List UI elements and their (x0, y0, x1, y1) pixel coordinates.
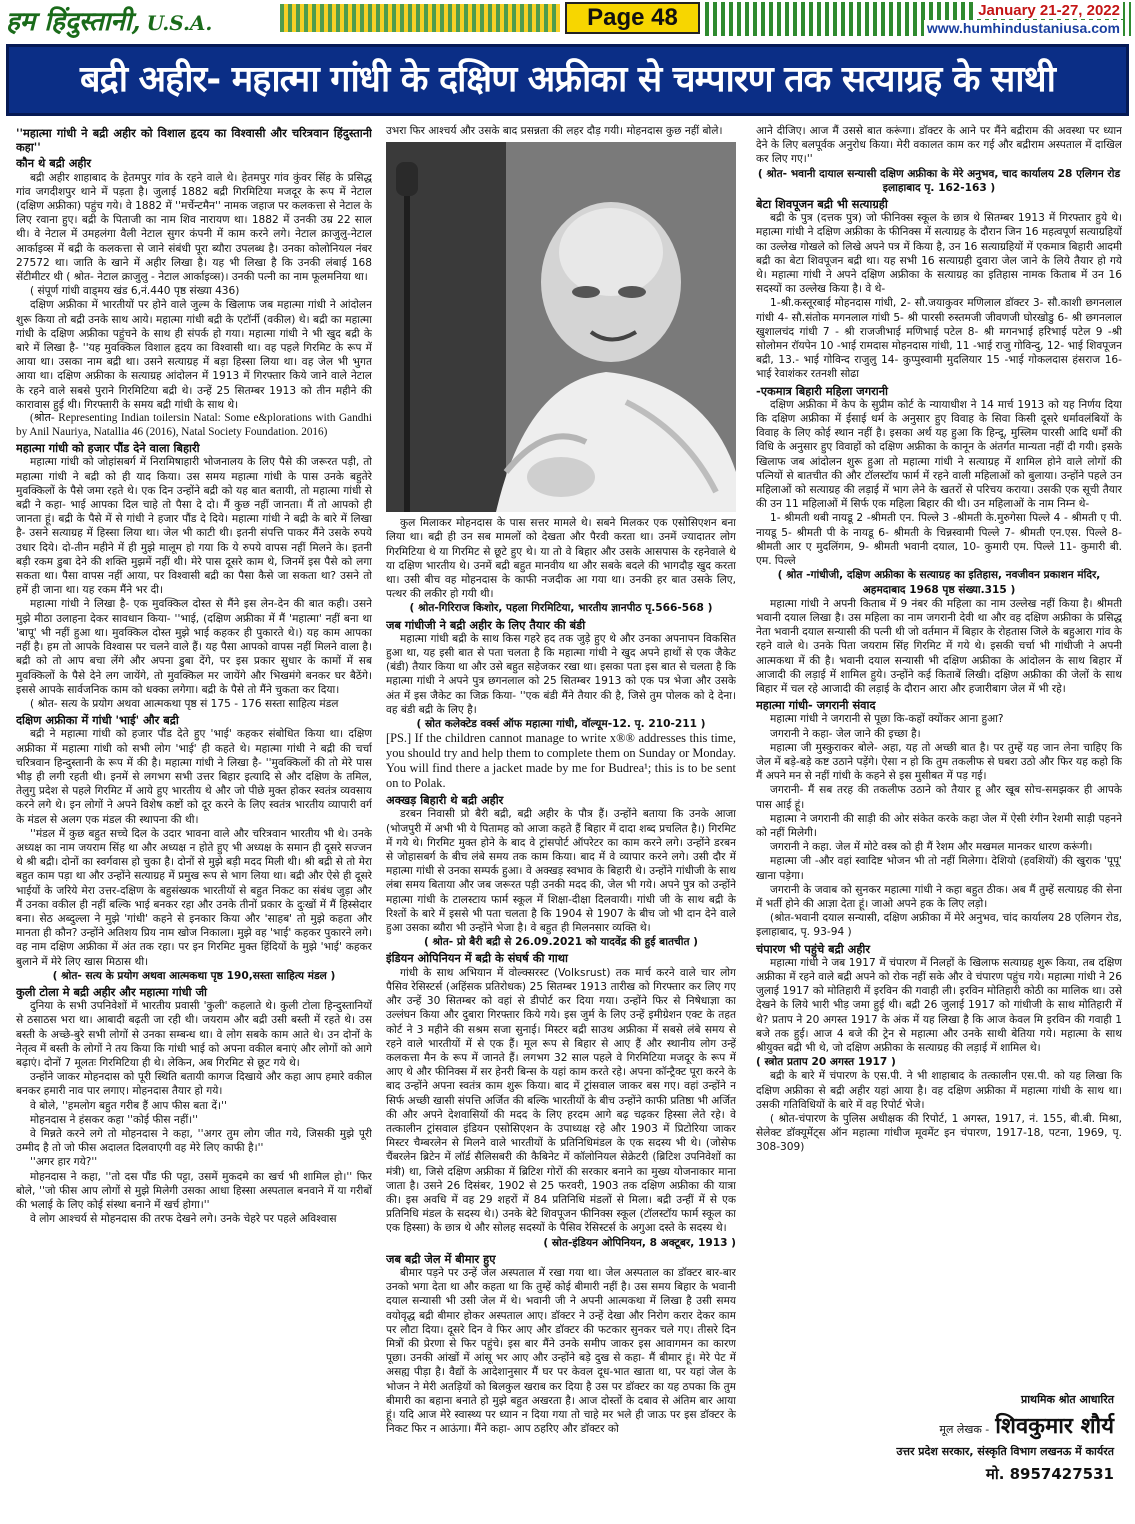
paragraph: उभरा फिर आश्चर्य और उसके बाद प्रसन्नता की लहर दौड़ गयी। मोहनदास कुछ नहीं बोले। (386, 125, 723, 137)
reference: ( श्रोत-गिरिराज किशोर, पहला गिरमिटिया, भारतीय ज्ञानपीठ पृ.566-568 ) (409, 602, 713, 615)
paragraph: महात्मा गांधी बद्री के साथ किस गहरे हद तक जुड़े हुए थे और उनका अपनापन विकसित हुआ था, यह इसी बात से पता चलता है कि महात्मा गांधी ने खुद अपने हाथों से एक जैकेट (बंडी) तैयार किया था और उसे बहुत सहेजकर रखा था। इसका पता इस बात से चलता है कि महात्मा गांधी ने अपने पुत्र छगनलाल को 25 सितम्बर 1913 को एक पत्र भेजा और उसके अंत में इस जैकेट का जिक्र किया- ''एक बंडी मैंने तैयार की है, जिसे तुम पोलक को दे देना। वह बंडी बद्री के लिए है। (386, 632, 736, 716)
reference: ( श्रोत-चंपारण के पुलिस अधीक्षक की रिपोर्ट, 1 अगस्त, 1917, नं. 155, बी.बी. मिश्रा, सेलेक्ट डॉक्यूमेंट्स ऑन महात्मा गांधीज मूवमेंट इन चंपारण, 1917-18, पटना, 1969, पृ. 308-309) (756, 1113, 1122, 1154)
subheading: बेटा शिवपूजन बद्री भी सत्याग्रही (756, 197, 888, 212)
paragraph: दुनिया के सभी उपनिवेशों में भारतीय प्रवासी 'कुली' कहलाते थे। कुली टोला हिन्दुस्तानियों से ठसाठस भरा था। आबादी बढ़ती जा रही थी। जयराम और बद्री उसी बस्ती में रहते थे। उस बस्ती के अच्छे-बुरे सभी लोगों से उनका सम्बन्ध था। वे लोग सबके काम आते थे। उन दोनों के नेतृत्व में बस्ती के लोगों ने तय किया कि गांधी भाई को अपना वकील बनाएं और लोगों को आगे बढ़ाएं। दोनों 7 मूलतः गिरमिटिया ही थे। लेकिन, अब गिरमिट से छूट गये थे। (16, 1000, 372, 1069)
source-basis: प्राथमिक श्रोत आधारित (1020, 1393, 1114, 1406)
article-headline: बद्री अहीर- महात्मा गांधी के दक्षिण अफ्रीका से चम्पारण तक सत्याग्रह के साथी (80, 59, 1055, 100)
subheading: -एकमात्र बिहारी महिला जगरानी (756, 383, 889, 398)
paragraph: ''अगर हार गये?'' (30, 1156, 98, 1169)
paragraph: दक्षिण अफ्रीका में भारतीयों पर होने वाले जुल्म के खिलाफ जब महात्मा गांधी ने आंदोलन शुरू किया तो बद्री उनके साथ आये। महात्मा गांधी बद्री के एटॉर्नी (वकील) थे। बद्री का महात्मा गांधी के दक्षिण अफ्रीका पहुंचने के साथ ही संपर्क हो गया। महात्मा गांधी ने भी खुद बद्री के बारे में लिखा है- ''यह मुवक्किल विशाल हृदय का विश्वासी था। वह पहले गिरमिट के रूप में आया था। उसका नाम बद्री था। उसने सत्याग्रह में बड़ा हिस्सा लिया था। वह जेल भी भुगत आया था। दक्षिण अफ्रीका के सत्याग्रह आंदोलन में 1913 में गिरफ्तार किये जाने वाले नेटाल के रहने वाले सबसे पुराने गिरमिटिया बद्री थे। उन्हें 25 सितम्बर 1913 को तीन महीने की कारावास हुई थी। गिरफ्तारी के समय बद्री गांधी के साथ थे। (16, 299, 372, 411)
english-excerpt: [PS.] If the children cannot manage to write x®® addresses this time, you should try and help them to complete them on Sunday or Monday. You will find there a jacket made by me for Budrea¹; this is to be sent on to Polak. (386, 731, 736, 791)
reference: ( श्रोत- सत्य के प्रयोग अथवा आत्मकथा पृष्ठ सं 175 - 176 सस्ता साहित्य मंडल (30, 697, 339, 710)
author-byline (756, 1390, 1122, 1520)
headline-band (6, 44, 1129, 116)
author-label: मूल लेखक - (939, 1423, 990, 1436)
newspaper-name: हम हिंदुस्तानी, U.S.A. (6, 7, 213, 37)
paragraph: जगरानी के जवाब को सुनकर महात्मा गांधी ने कहा बहुत ठीक। अब मैं तुम्हें सत्याग्रह की सेना में भर्ती होने की आज्ञा देता हूं। जाओ अपने हक के लिए लड़ो। (756, 883, 1122, 910)
paragraph: जगरानी ने कहा- जेल जाने की इच्छा है। (770, 727, 921, 740)
subheading: महात्मा गांधी को हजार पौंड देने वाला बिहारी (16, 441, 200, 456)
subheading: जब बद्री जेल में बीमार हुए (386, 1251, 496, 1266)
gandhi-photo (386, 142, 736, 512)
subheading: अक्खड़ बिहारी थे बद्री अहीर (386, 793, 504, 808)
reference: ( श्रोत- सत्य के प्रयोग अथवा आत्मकथा पृष्ठ 190,सस्ता साहित्य मंडल ) (52, 969, 336, 982)
article-column-1 (16, 124, 372, 1520)
author-organization: उत्तर प्रदेश सरकार, संस्कृति विभाग लखनऊ में कार्यरत (896, 1445, 1114, 1458)
paragraph: बीमार पड़ने पर उन्हें जेल अस्पताल में रखा गया था। जेल अस्पताल का डॉक्टर बार-बार उनको भगा देता था और कहता था कि तुम्हें कोई बीमारी नहीं है। उस समय बिहार के भवानी दयाल सन्यासी भी उसी जेल में थे। भवानी जी ने अपनी आत्मकथा में लिखा है उसी समय वयोवृद्ध बद्री बीमार होकर अस्पताल आए। डॉक्टर ने उन्हें देखा और निरोग करार देकर काम पर लौटा दिया। दूसरे दिन वे फिर आए और डॉक्टर की फटकार सुनकर चले गए। तीसरे दिन मित्रों की प्रेरणा से फिर पहुंचे। इस बार मैंने उनके समीप जाकर इस आवागमन का कारण पूछा। उनकी आंखों में आंसू भर आए और उन्होंने बड़े दुख से कहा- मैं बीमार हूं। मेरे पेट में असह्य पीड़ा है। वैद्यों के आदेशानुसार मैं घर पर केवल दूध-भात खाता था, पर यहां जेल के भोजन ने मेरी अतड़ियों को बिलकुल खराब कर दिया है उस पर डॉक्टर का यह ठपका कि तुम बीमारी का बहाना बनाते हो मुझे बहुत अखरता है। आज दोस्तों के दबाव से अंतिम बार आया हूं। यदि आज मेरे स्वास्थ्य पर ध्यान न दिया गया तो चाहे मर भले ही जाऊ पर इस डॉक्टर के निकट फिर न आऊंगा। मैंने कहा- आप ठहरिए और डॉक्टर को (386, 1266, 736, 1436)
gandhi-photo-illustration (386, 142, 736, 512)
paragraph: महात्मा जी मुस्कुराकर बोले- अहा, यह तो अच्छी बात है। पर तुम्हें यह जान लेना चाहिए कि जेल में बड़े-बड़े कष्ट उठाने पड़ेंगे। ऐसा न हो कि तुम तकलीफ से घबरा उठो और फिर यह कहो कि मैं अपने मन से नहीं गांधी के कहने से इस मुसीबत में पड़ गई। (756, 741, 1122, 783)
paragraph: उन्होंने जाकर मोहनदास को पूरी स्थिति बतायी कागज दिखाये और कहा आप हमारे वकील बनकर हमारी नाव पार लगाए। मोहनदास तैयार हो गये। (16, 1071, 372, 1098)
paragraph: महात्मा ने जगरानी की साड़ी की ओर संकेत करके कहा जेल में ऐसी रंगीन रेशमी साड़ी पहनने को नहीं मिलेगी। (756, 812, 1122, 839)
newspaper-region: U.S.A. (146, 11, 213, 35)
paragraph: महात्मा गांधी ने जब 1917 में चंपारण में निलहों के खिलाफ सत्याग्रह शुरू किया, तब दक्षिण अफ्रीका में रहने वाले बद्री अपने को रोक नहीं सके और वे चंपारण पहुंच गये। महात्मा गांधी ने 26 जुलाई 1917 को मोतिहारी में इरविन की गवाही ली। इरविन मोतिहारी कोठी का मालिक था। उसे देखने के लिये भारी भीड़ जमा हुई थी। बद्री 26 जुलाई 1917 को गांधीजी के साथ मोतिहारी में थे? प्रताप ने 20 अगस्त 1917 के अंक में यह लिखा है कि आज केवल मि इरविन की गवाही 1 बजे तक हुई। आज 4 बजे की ट्रेन से महात्मा और उनके साथी बेतिया गये। महात्मा के साथ श्रीयुक्त बद्री भी थे, जो दक्षिण अफ्रीका के सत्याग्रह की लड़ाई में शामिल थे। (756, 956, 1122, 1054)
author-line (939, 1410, 1114, 1440)
paragraph: मोहनदास ने कहा, ''तो दस पौंड फी पट्टा, उसमें मुकदमे का खर्च भी शामिल हो।'' फिर बोले, ''जो फीस आप लोगों से मुझे मिलेगी उसका आधा हिस्सा अस्पताल बनवाने में या गरीबों की भलाई के लिए कोई संस्था बनाने में खर्च होगा।'' (16, 1170, 372, 1212)
page-number-box (565, 2, 700, 34)
paragraph: बद्री के बारे में चंपारण के एस.पी. ने भी शाहाबाद के तत्कालीन एस.पी. को यह लिखा कि दक्षिण अफ्रीका से बद्री अहीर यहां आया है। वह दक्षिण अफ्रीका में महात्मा गांधी के साथ था। उसकी गतिविधियों के बारे में वह रिपोर्ट भेजे। (756, 1070, 1122, 1111)
reference: ( श्रोत- प्रो बैरी बद्री से 26.09.2021 को यादवेंद्र की हुई बातचीत ) (423, 936, 699, 949)
paragraph: वे बोले, ''हमलोग बहुत गरीब हैं आप फीस बता दें।'' (30, 1099, 227, 1112)
subheading: कौन थे बद्री अहीर (16, 156, 92, 171)
paragraph: वे लोग आश्चर्य से मोहनदास की तरफ देखने लगे। उनके चेहरे पर पहले अविश्वास (30, 1213, 337, 1226)
subheading: जब गांधीजी ने बद्री अहीर के लिए तैयार की बंडी (386, 617, 586, 632)
reference: ( श्रोत -गांधीजी, दक्षिण अफ्रीका के सत्याग्रह का इतिहास, नवजीवन प्रकाशन मंदिर, अहमदाबाद 1968 पृष्ठ संख्या.315 ) (777, 569, 1101, 596)
paragraph: महात्मा गांधी ने अपनी किताब में 9 नंबर की महिला का नाम उल्लेख नहीं किया है। श्रीमती भवानी दयाल लिखा है। उस महिला का नाम जगरानी देवी था और वह दक्षिण अफ्रीका के प्रसिद्ध नेता भवानी दयाल सन्यासी की पत्नी थी जो वर्तमान में बिहार के रोहतास जिले के बहुआरा गांव के रहने वाले थे। उनके पिता जयराम सिंह गिरमिट में गये थे। इसकी चर्चा भी गांधीजी ने अपनी आत्मकथा में की है। भवानी दयाल सन्यासी भी दक्षिण अफ्रीका के आंदोलन के साथ बिहार में आजादी की लड़ाई में शामिल हुये। उन्होंने कई किताबें लिखी। दक्षिण अफ्रीका की जेलों के साथ बिहार में चल रहे आजादी की लड़ाई के दौरान आरा और हजारीबाग जेल में भी रहे। (756, 597, 1122, 695)
masthead (0, 0, 1135, 40)
paragraph: बद्री अहीर शाहाबाद के हेतमपुर गांव के रहने वाले थे। हेतमपुर गांव कुंवर सिंह के प्रसिद्ध गांव जगदीशपुर थाने में पड़ता है। जुलाई 1882 बद्री गिरमिटिया मजदूर के रूप में नेटाल (दक्षिण अफ्रीका) पहुंच गये। वे 1882 में ''मर्चेन्टमैन'' नामक जहाज पर कलकत्ता से नेटाल के लिए रवाना हुए। बद्री के पिताजी का नाम शिव नारायण था। 1882 में उनकी उम्र 22 साल थी। वे नेटाल में उमहलंगा वैली नेटाल सुगर कंपनी में काम करने लगे। नेटाल क्राजुलु-नेटाल आर्काइव्स में बद्री के कलकत्ता से जाने संबंधी पूरा ब्यौरा उपलब्ध है। उनका कोलोनियल नंबर 27572 था। जाति के खाने में अहीर लिखा है। यह भी लिखा है कि उनकी लंबाई 168 सेंटीमीटर थी ( श्रोत- नेटाल क्राजुलु - नेटाल आर्काइव्स)। उनकी पत्नी का नाम फूलमनिया था। (16, 171, 372, 284)
reference: ( स्रोत कलेक्टेड वर्क्स ऑफ महात्मा गांधी, वॉल्यूम-12. पृ. 210-211 ) (416, 718, 706, 731)
paragraph: डरबन निवासी प्रो बैरी बद्री, बद्री अहीर के पौत्र हैं। उन्होंने बताया कि उनके आजा (भोजपुरी में अभी भी ये पितामह को आजा कहते हैं बिहार में दादा शब्द प्रचलित है।) गिरमिट में गये थे। गिरमिट मुक्त होने के बाद वे ट्रांसपोर्ट ऑपरेटर का काम करने लगे। उन्होंने डरबन से जोहासबर्ग के बीच लंबे समय तक काम किया। बाद में वे व्यापार करने लगे। उसी दौर में महात्मा गांधी से उनका सम्पर्क हुआ। वे अक्खड़ स्वभाव के बिहारी थे। उन्होंने गांधीजी के साथ लंबा समय बिताया और जब जरूरत पड़ी उनकी मदद की, जेल भी गये। अपने पुत्र को उन्होंने महात्मा गांधी के टालस्टाय फार्म स्कूल में शिक्षा-दीक्षा दिलवायी। गांधी जी के साथ बद्री के रिश्तों के बारे में इससे भी पता चलता है कि 1904 से 1907 के बीच जो भी दान देने वाले हुआ उसका ब्यौरा भी उन्होंने भेजा है। वे बहुत ही मिलनसार व्यक्ति थे। (386, 808, 736, 935)
paragraph: दक्षिण अफ्रीका में केप के सुप्रीम कोर्ट के न्यायाधीश ने 14 मार्च 1913 को यह निर्णय दिया कि दक्षिण अफ्रीका में ईसाई धर्म के अनुसार हुए विवाह के सिवा किसी दूसरे धर्मावलंबियों के विवाह के लिए कोई स्थान नहीं है। इसका अर्थ यह हुआ कि हिन्दू, मुस्लिम पारसी आदि धर्मों की विधि के अनुसार हुए विवाहों को दक्षिण अफ्रीका के कानून के अंतर्गत मान्यता नहीं दी गयी। इसके खिलाफ जब आंदोलन शुरू हुआ तो महात्मा गांधी ने सत्याग्रह में शामिल होने वाले लोगों की पत्नियों से बातचीत की और टॉलस्टॉय फार्म में रहने वाली महिलाओं को बुलाया। उन्होंने पहले उन महिलाओं को सत्याग्रह की लड़ाई में भाग लेने के खतरों से परिचय कराया। उसकी एक सूची तैयार की उन 11 महिलाओं में सिर्फ एक महिला बिहार की थी। उन महिलाओं के नाम निम्न थे- (756, 398, 1122, 511)
masthead-right (705, 2, 1131, 36)
paragraph: महात्मा गांधी ने जगरानी से पूछा कि-कहों क्योंकर आना हुआ? (770, 713, 1004, 726)
subheading: चंपारण भी पहुंचे बद्री अहीर (756, 941, 870, 956)
reference: (श्रोत-भवानी दयाल सन्यासी, दक्षिण अफ्रीका में मेरे अनुभव, चांद कार्यालय 28 एलिगन रोड, इलाहाबाद, पृ. 93-94 ) (756, 912, 1122, 939)
reference: ( स्रोत-इंडियन ओपिनियन, 8 अक्टूबर, 1913 ) (543, 1236, 736, 1249)
paragraph: मोहनदास ने हंसकर कहा ''कोई फीस नहीं।'' (30, 1113, 199, 1126)
article-column-3 (756, 124, 1122, 1386)
paragraph: जगरानी ने कहा. जेल में मोटे वस्त्र को ही मैं रेशम और मखमल मानकर धारण करूंगी। (770, 841, 1093, 854)
paragraph: महात्मा जी -और वहां स्वादिष्ट भोजन भी तो नहीं मिलेगा। देशियो (हवशियों) की खुराक 'पूपू' खाना पड़ेगा। (756, 855, 1122, 882)
paragraph: महात्मा गांधी को जोहांसबर्ग में निरामिषाहारी भोजनालय के लिए पैसे की जरूरत पड़ी, तो महात्मा गांधी ने बद्री को ही याद किया। उस समय महात्मा गांधी के पास उनके बहुतेरे मुवक्किलों के पैसे जमा रहते थे। एक दिन उन्होंने बद्री को यह बात बतायी, तो महात्मा गांधी से बद्री ने कहा- भाई आपका दिल चाहे तो पैसा दे दो। मैं कुछ नहीं जानता। मैं तो आपको ही जानता हूं। बद्री के पैसे में से गांधी ने हजार पौंड दे दिये। महात्मा गांधी ने बद्री के बारे में लिखा है- उसने सत्याग्रह में हिस्सा लिया था। जेल भी काटी थी। इतनी संपत्ति पाकर मैंने उसके रुपये उधार दिये। दो-तीन महीने में ही मुझे मालूम हो गया कि ये रुपये वापस नहीं मिलने के। इतनी बड़ी रकम डुबा देने की शक्ति मुझमें नहीं थी। मेरे पास दूसरे काम थे, जिनमें इस पैसे को लगा सकता था। पैसा वापस नहीं आया, पर विश्वासी बद्री का पैसा कैसे जा सकता था? उसने तो हमें ही जाना था। यह रकम मैंने भर दी। (16, 456, 372, 597)
paragraph: 1- श्रीमती थबी नायडू 2 -श्रीमती एन. पिल्ले 3 -श्रीमती के.मुरुगेसा पिल्ले 4 - श्रीमती ए पी. नायडू 5- श्रीमती पी के नायडू 6- श्रीमती के चिन्नस्वामी पिल्ले 7- श्रीमती एन.एस. पिल्ले 8- श्रीमती आर ए मुदलिंगम, 9- श्रीमती भवानी दयाल, 10- कुमारी एम. पिल्ले 11- कुमारी बी. एम. पिल्ले (756, 512, 1122, 568)
reference: (श्रोत- Representing Indian toilersin Natal: Some e&plorations with Gandhi by Anil Nauriya, Natallia 46 (2016), Natal Society Foundation. 2016) (16, 412, 372, 438)
reference: ( स्त्रोत प्रताप 20 अगस्त 1917 ) (756, 1056, 896, 1069)
paragraph: जगरानी- मैं सब तरह की तकलीफ उठाने को तैयार हू और खूब सोच-समझकर ही आपके पास आई हूं। (756, 784, 1122, 811)
paragraph: कुल मिलाकर मोहनदास के पास सत्तर मामले थे। सबने मिलकर एक एसोसिएशन बना लिया था। बद्री ही उन सब मामलों को देखता और पैरवी करता था। उनमें ज्यादातर लोग गिरमिटिया थे या गिरमिट से छूटे हुए थे। या तो वे बिहार और उसके आसपास के रहनेवाले थे या दक्षिण भारतीय थे। उनमें बद्री बहुत मानवीय था और सबके बदले की भागदौड़ खुद करता था। उसी बीच वह मोहनदास के काफी नजदीक आ गया था। उनकी हर बात उसके लिए, पत्थर की लकीर हो गयी थी। (386, 517, 736, 601)
reference: ( संपूर्ण गांधी वाड्मय खंड 6,नं.440 पृष्ठ संख्या 436) (30, 285, 240, 298)
article-column-2 (386, 124, 736, 1520)
paragraph: ''मंडल में कुछ बहुत सच्चे दिल के उदार भावना वाले और चरित्रवान भारतीय भी थे। उनके अध्यक्ष का नाम जयराम सिंह था और अध्यक्ष न होते हुए भी अध्यक्ष के समान ही दूसरे सज्जन थे श्री बद्री। दोनों का स्वर्गवास हो चुका है। दोनों से मुझे बड़ी मदद मिली थी। श्री बद्री से तो मेरा बहुत काम पड़ा था और उन्होंने सत्याग्रह में प्रमुख रूप से भाग लिया था। बद्री और ऐसे ही दूसरे भाईयों के जरिये मेरा उत्तर-दक्षिण के बहुसंख्यक भारतीयों से बहुत निकट का संबंध जुड़ा और मैं उनका वकील ही नहीं बल्कि भाई बनकर रहा और उनके तीनों प्रकार के दुःखों में मैं हिस्सेदार बना। सेठ अब्दुल्ला ने मुझे 'गांधी' कहने से इनकार किया और 'साहब' तो मुझे कहता और मानता ही कौन? उन्होंने अतिशय प्रिय नाम खोज निकाला। मुझे वह 'भाई' कहकर पुकारने लगे। वह नाम दक्षिण अफ्रीका में अंत तक रहा। पर इन गिरमिट मुक्त हिंदियों के मुझे 'भाई' कहकर बुलाने में मेरे लिए खास मिठास थी। (16, 827, 372, 968)
paragraph: गांधी के साथ अभियान में वोल्क्सरस्ट (Volksrust) तक मार्च करने वाले चार लोग पैसिव रेसिस्टर्स (अहिंसक प्रतिरोधक) 25 सितम्बर 1913 तारीख को गिरफ्तार कर लिए गए और उन्हें 30 सितम्बर को वहां से डीपोर्ट कर दिया गया। उन्होंने फिर से निषेधाज्ञा का उल्लंघन किया और दुबारा गिरफ्तार किये गये। इस जुर्म के लिए उन्हें इमीग्रेशन एक्ट के तहत कोर्ट ने 3 महीने की सश्रम सजा सुनाई। मिस्टर बद्री साउथ अफ्रीका में सबसे लंबे समय से रहने वाले भारतीयों में से एक हैं। मूल रूप से बिहार से आए हैं और स्थानीय लोग उन्हें कलकत्ता मैन के रूप में जानते हैं। लगभग 32 साल पहले वे गिरमिटिया मजदूर के रूप में आए थे और फीनिक्स में सर हेनरी बिन्स के यहां काम करते रहे। अपना कॉन्ट्रैक्ट पूरा करने के बाद उन्होंने अपना स्वतंत्र काम शुरू किया। बाद में ट्रांसवाल जाकर बस गए। वहां उन्होंने न सिर्फ अच्छी खासी संपत्ति अर्जित की बल्कि भारतीयों के बीच उन्होंने काफी प्रतिष्ठा भी अर्जित की और अपने देशवासियों की मदद के लिए हरदम आगे बढ़ चढ़कर हिस्सा लेते रहे। वे तत्कालीन ट्रांसवाल इंडियन एसोसिएशन के उपाध्यक्ष रहे और 1903 में प्रिटोरिया जाकर मिस्टर चैम्बरलेन से मिलने वाले भारतीयों के प्रतिनिधिमंडल के एक सदस्य भी थे। (जोसेफ चैंबरलेन ब्रिटेन में लॉर्ड सैलिसबरी की कैबिनेट में कॉलोनियल सेक्रेटरी (ब्रिटिश उपनिवेशों का मंत्री) था, जिसे दक्षिण अफ्रीका में ब्रिटिश गोरों की सरकार बनाने का मुख्य योजनाकार माना जाता है। उसने 26 दिसंबर, 1902 से 25 फरवरी, 1903 तक दक्षिण अफ्रीका की यात्रा की। इस अवधि में वह 29 शहरों में 84 प्रतिनिधि मंडलों से मिला। बद्री उन्हीं में से एक प्रतिनिधि मंडल के सदस्य थे।) उनके बेटे शिवपूजन फीनिक्स स्कूल (टॉलस्टॉय फार्म स्कूल का एक हिस्सा) के छात्र थे और सोलह सदस्यों के पैसिव रेसिस्टर्स के अगुआ दस्ते के सदस्य थे। (386, 966, 736, 1235)
subheading: महात्मा गांधी- जगरानी संवाद (756, 698, 876, 713)
paragraph: बद्री के पुत्र (दत्तक पुत्र) जो फीनिक्स स्कूल के छात्र थे सितम्बर 1913 में गिरफ्तार हुये थे। महात्मा गांधी ने दक्षिण अफ्रीका के फीनिक्स में सत्याग्रह के दौरान जिन 16 महत्वपूर्ण सत्याग्रहियों का उल्लेख गोखले को लिखे अपने पत्र में किया है, उन 16 सत्याग्रहियों में एकमात्र बिहारी आदमी बद्री का बेटा शिवपूजन बद्री था। यह सभी 16 सत्याग्रही दुवारा जेल जाने के लिये तैयार हो गये थे। महात्मा गांधी ने अपने दक्षिण अफ्रीका के सत्याग्रह का इतिहास नामक किताब में उन 16 सदस्यों का उल्लेख किया है। वे थे- (756, 212, 1122, 296)
page-number: Page 48 (587, 4, 678, 31)
paragraph: 1-श्री.कस्तूरबाई मोहनदास गांधी, 2- सौ.जयाकुवर मणिलाल डॉक्टर 3- सौ.काशी छगनलाल गांधी 4- सौ.संतोक मगनलाल गांधी 5- श्री पारसी रुस्तमजी जीवणजी घोरखोडु 6- श्री छगनलाल खुशालचंद गांधी 7 - श्री राजजीभाई मणिभाई पटेल 8- श्री मगनभाई हरिभाई पटेल 9 -श्री सोलोमन रॉयपेन 10 -भाई रामदास मोहनदास गांधी, 11 -भाई राजु गोविन्दु, 12- भाई शिवपूजन बद्री, 13.- भाई गोविन्द राजुलु 14- कुप्पुस्वामी मुदलियार 15 -भाई गोकलदास हंसराज 16- भाई रेवाशंकर रतनशी सोढा (756, 297, 1122, 381)
subheading: इंडियन ओपिनियन में बद्री के संघर्ष की गाथा (386, 951, 568, 966)
subheading: कुली टोला मे बद्री अहीर और महात्मा गांधी जी (16, 984, 207, 999)
paragraph: बद्री ने महात्मा गांधी को हजार पौंड देते हुए 'भाई' कहकर संबोधित किया था। दक्षिण अफ्रीका में महात्मा गांधी को सभी लोग 'भाई' ही कहते थे। महात्मा गांधी ने बद्री की चर्चा चरित्रवान हिन्दुस्तानी के रूप में की है। महात्मा गांधी ने लिखा है- ''मुवक्किलों की तो मेरे पास भीड़ ही लगी रहती थी। इनमें से लगभग सभी उत्तर बिहार इत्यादि से और दक्षिण के तमिल, तेलुगु प्रदेश से पहले गिरमिट में आये हुए भारतीय थे और जो पीछे मुक्त होकर स्वतंत्र व्यवसाय करने लगे थे। इन लोगों ने अपने विशेष कष्टों को दूर करने के लिए स्वतंत्र भारतीय व्यापारी वर्ग के मंडल से अलग एक मंडल की स्थापना की थी। (16, 728, 372, 826)
intro-quote: ''महात्मा गांधी ने बद्री अहीर को विशाल हृदय का विश्वासी और चरित्रवान हिंदुस्तानी कहा'' (16, 126, 372, 155)
reference: ( श्रोत- भवानी दायाल सन्यासी दक्षिण अफ्रीका के मेरे अनुभव, चाद कार्यालय 28 एलिगन रोड इलाहाबाद पृ. 162-163 ) (757, 167, 1121, 194)
paragraph: आने दीजिए। आज मैं उससे बात करूंगा। डॉक्टर के आने पर मैंने बद्रीराम की अवस्था पर ध्यान देने के लिए बलपूर्वक अनुरोध किया। मेरी वकालत काम कर गई और बद्रीराम अस्पताल में दाखिल कर लिए गए।'' (756, 125, 1122, 166)
subheading: दक्षिण अफ्रीका में गांधी 'भाई' और बद्री (16, 713, 179, 728)
website-url: www.humhindustaniusa.com (924, 20, 1123, 36)
issue-date: January 21-27, 2022 (975, 2, 1123, 19)
author-phone: मो. 8957427531 (985, 1465, 1114, 1483)
paragraph: वे मिन्नते करने लगे तो मोहनदास ने कहा, ''अगर तुम लोग जीत गये, जिसकी मुझे पूरी उम्मीद है तो जो फीस अदालत दिलवाएगी वह मेरे लिए काफी है।'' (16, 1128, 372, 1155)
masthead-stripe (280, 4, 560, 32)
paragraph: महात्मा गांधी ने लिखा है- एक मुवक्किल दोस्त से मैंने इस लेन-देन की बात कही। उसने मुझे मीठा उलाहना देकर सावधान किया- ''भाई, (दक्षिण अफ्रीका में मैं 'महात्मा' नहीं बना था 'बापू' भी नहीं हुआ था। मुवक्किल दोस्त मुझे भाई कहकर ही पुकारते थे।) यह काम आपका नहीं है। हम तो आपके विश्वास पर चलने वाले हैं। यह पैसा आपको वापस नहीं मिलने वाला है। बद्री को तो आप बचा लेंगे और अपना डुबा देंगे, पर इस प्रकार सुधार के कामों में सब मुवक्किलों के पैसे देने लग जायेंगे, तो मुवक्किल मर जायेंगे और भिखमंगे बनकर घर बैठेंगे। इससे आपके सार्वजनिक काम को धक्का लगेगा। बद्री के पैसे तो मैंने चुकता कर दिया। (16, 598, 372, 696)
author-name: शिवकुमार शौर्य (995, 1414, 1114, 1439)
